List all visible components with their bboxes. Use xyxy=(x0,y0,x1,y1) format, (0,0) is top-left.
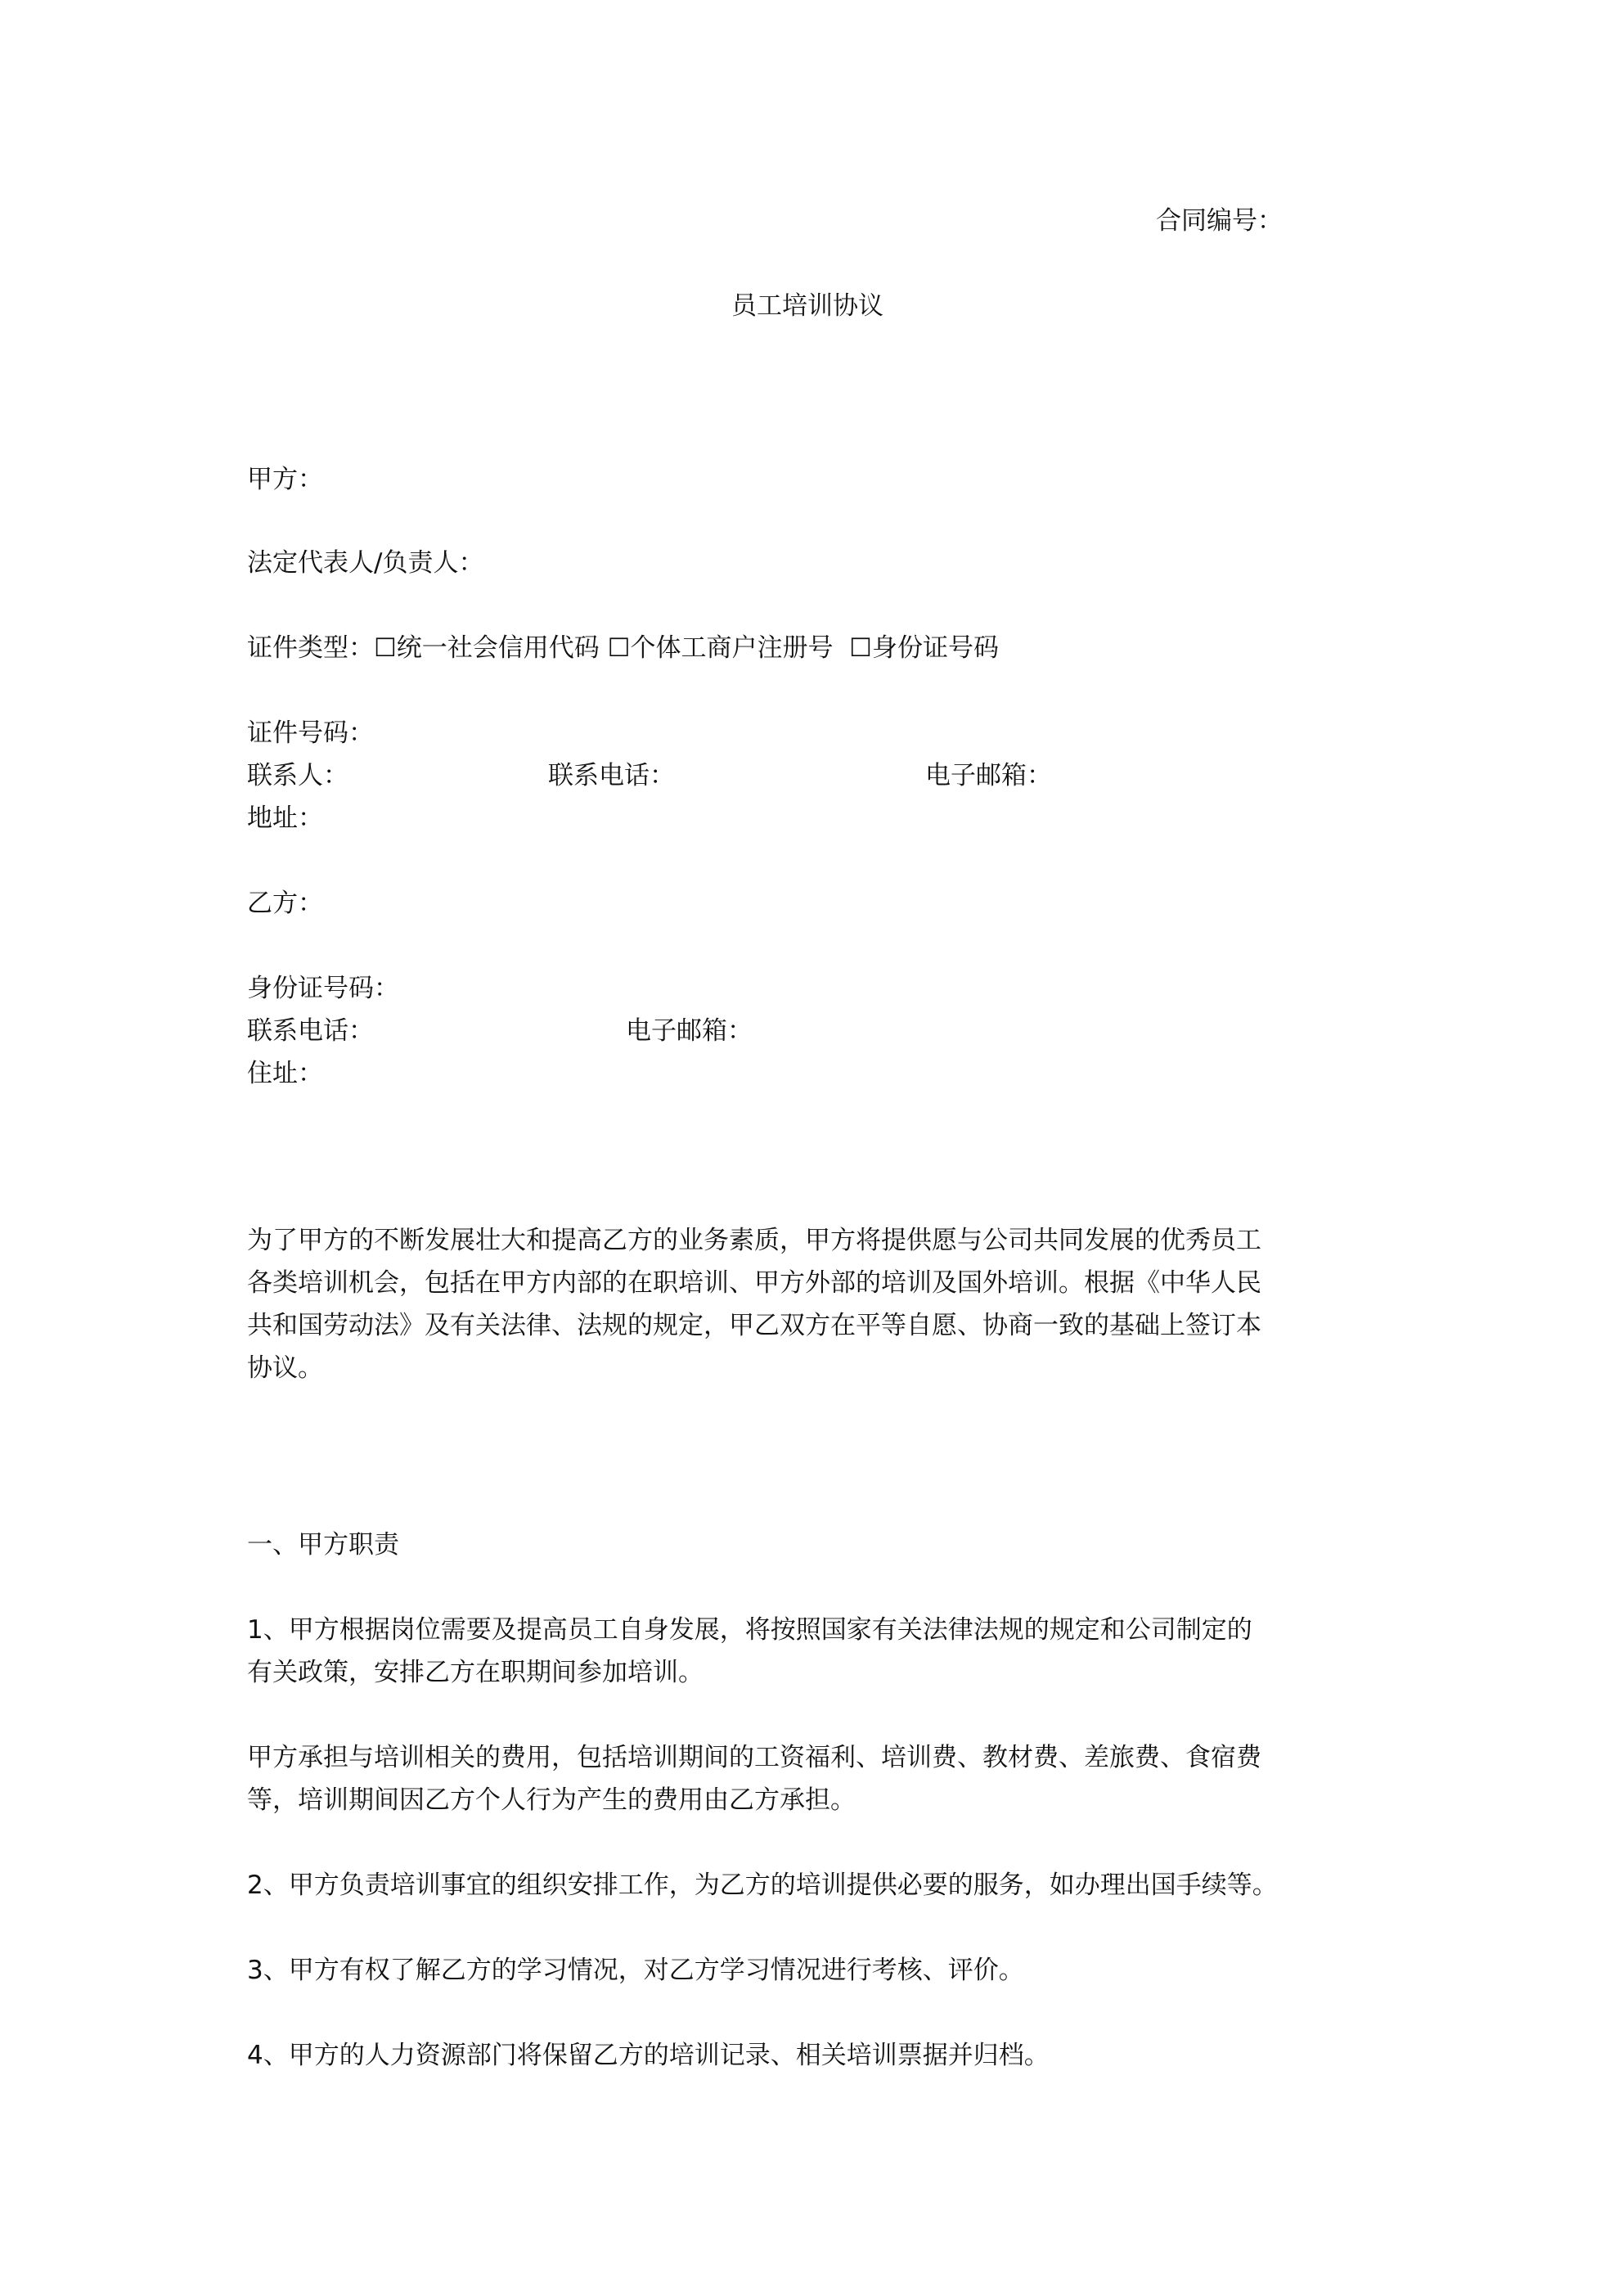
section-1-item-3: 3、甲方有权了解乙方的学习情况，对乙方学习情况进行考核、评价。 xyxy=(247,1956,1024,1985)
party-a-email-label: 电子邮箱： xyxy=(925,761,1052,790)
party-b-phone-label: 联系电话： xyxy=(247,1016,374,1046)
intro-line: 协议。 xyxy=(247,1353,323,1383)
party-a-phone-label: 联系电话： xyxy=(548,761,675,790)
party-a-contact-label: 联系人： xyxy=(247,761,348,790)
clause-line: 等，培训期间因乙方个人行为产生的费用由乙方承担。 xyxy=(247,1785,856,1815)
id-type-label: 证件类型： xyxy=(247,633,374,663)
party-b-address-label: 住址： xyxy=(247,1059,323,1088)
intro-line: 共和国劳动法》及有关法律、法规的规定，甲乙双方在平等自愿、协商一致的基础上签订本 xyxy=(247,1311,1261,1340)
id-type-option-business-reg[interactable]: ☐个体工商户注册号 xyxy=(607,633,834,663)
section-1-heading: 一、甲方职责 xyxy=(247,1530,399,1560)
party-a-id-number-label: 证件号码： xyxy=(247,718,374,748)
party-a-id-type-row xyxy=(247,627,999,669)
section-1-item-4: 4、甲方的人力资源部门将保留乙方的培训记录、相关培训票据并归档。 xyxy=(247,2041,1050,2070)
party-a-label: 甲方： xyxy=(247,465,323,494)
contract-number-label: 合同编号： xyxy=(1156,206,1283,236)
party-b-label: 乙方： xyxy=(247,889,323,918)
intro-line: 为了甲方的不断发展壮大和提高乙方的业务素质，甲方将提供愿与公司共同发展的优秀员工 xyxy=(247,1226,1261,1255)
id-type-option-credit-code[interactable]: ☐统一社会信用代码 xyxy=(374,633,600,663)
party-b-email-label: 电子邮箱： xyxy=(626,1016,753,1046)
party-b-id-number-label: 身份证号码： xyxy=(247,974,399,1003)
clause-line: 有关政策，安排乙方在职期间参加培训。 xyxy=(247,1658,704,1687)
section-1-item-1 xyxy=(247,1609,1392,1694)
clause-line: 1、甲方根据岗位需要及提高员工自身发展，将按照国家有关法律法规的规定和公司制定的 xyxy=(247,1615,1252,1645)
section-1-item-2: 2、甲方负责培训事宜的组织安排工作，为乙方的培训提供必要的服务，如办理出国手续等。 xyxy=(247,1871,1278,1900)
document-title: 员工培训协议 xyxy=(731,291,883,321)
party-a-address-label: 地址： xyxy=(247,804,323,833)
intro-paragraph xyxy=(247,1219,1392,1389)
intro-line: 各类培训机会，包括在甲方内部的在职培训、甲方外部的培训及国外培训。根据《中华人民 xyxy=(247,1268,1261,1298)
id-type-option-id-card[interactable]: ☐身份证号码 xyxy=(849,633,999,663)
party-a-representative-label: 法定代表人/负责人： xyxy=(247,548,484,578)
section-1-item-1-costs xyxy=(247,1736,1392,1821)
clause-line: 甲方承担与培训相关的费用，包括培训期间的工资福利、培训费、教材费、差旅费、食宿费 xyxy=(247,1743,1261,1772)
